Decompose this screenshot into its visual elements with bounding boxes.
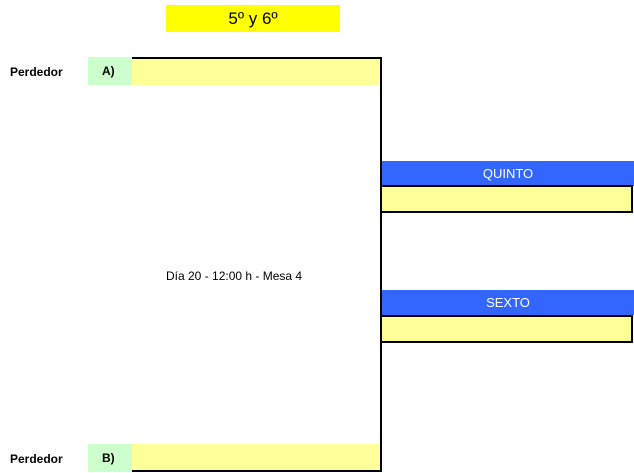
bottom-bracket-line <box>132 470 382 472</box>
top-name-field[interactable] <box>132 57 380 85</box>
sixth-place-field[interactable] <box>380 315 633 343</box>
fifth-place-field[interactable] <box>380 185 633 213</box>
top-seed-box: A) <box>88 57 132 85</box>
match-info: Día 20 - 12:00 h - Mesa 4 <box>166 269 303 283</box>
page-title: 5º y 6º <box>166 5 340 32</box>
fifth-place-header: QUINTO <box>382 161 634 186</box>
top-loser-label: Perdedor <box>10 65 63 79</box>
sixth-place-header: SEXTO <box>382 290 634 315</box>
vertical-bracket-line <box>380 57 382 472</box>
bottom-name-field[interactable] <box>132 444 380 472</box>
bottom-loser-label: Perdedor <box>10 452 63 466</box>
bottom-seed-box: B) <box>88 444 132 472</box>
top-bracket-line <box>132 57 382 59</box>
